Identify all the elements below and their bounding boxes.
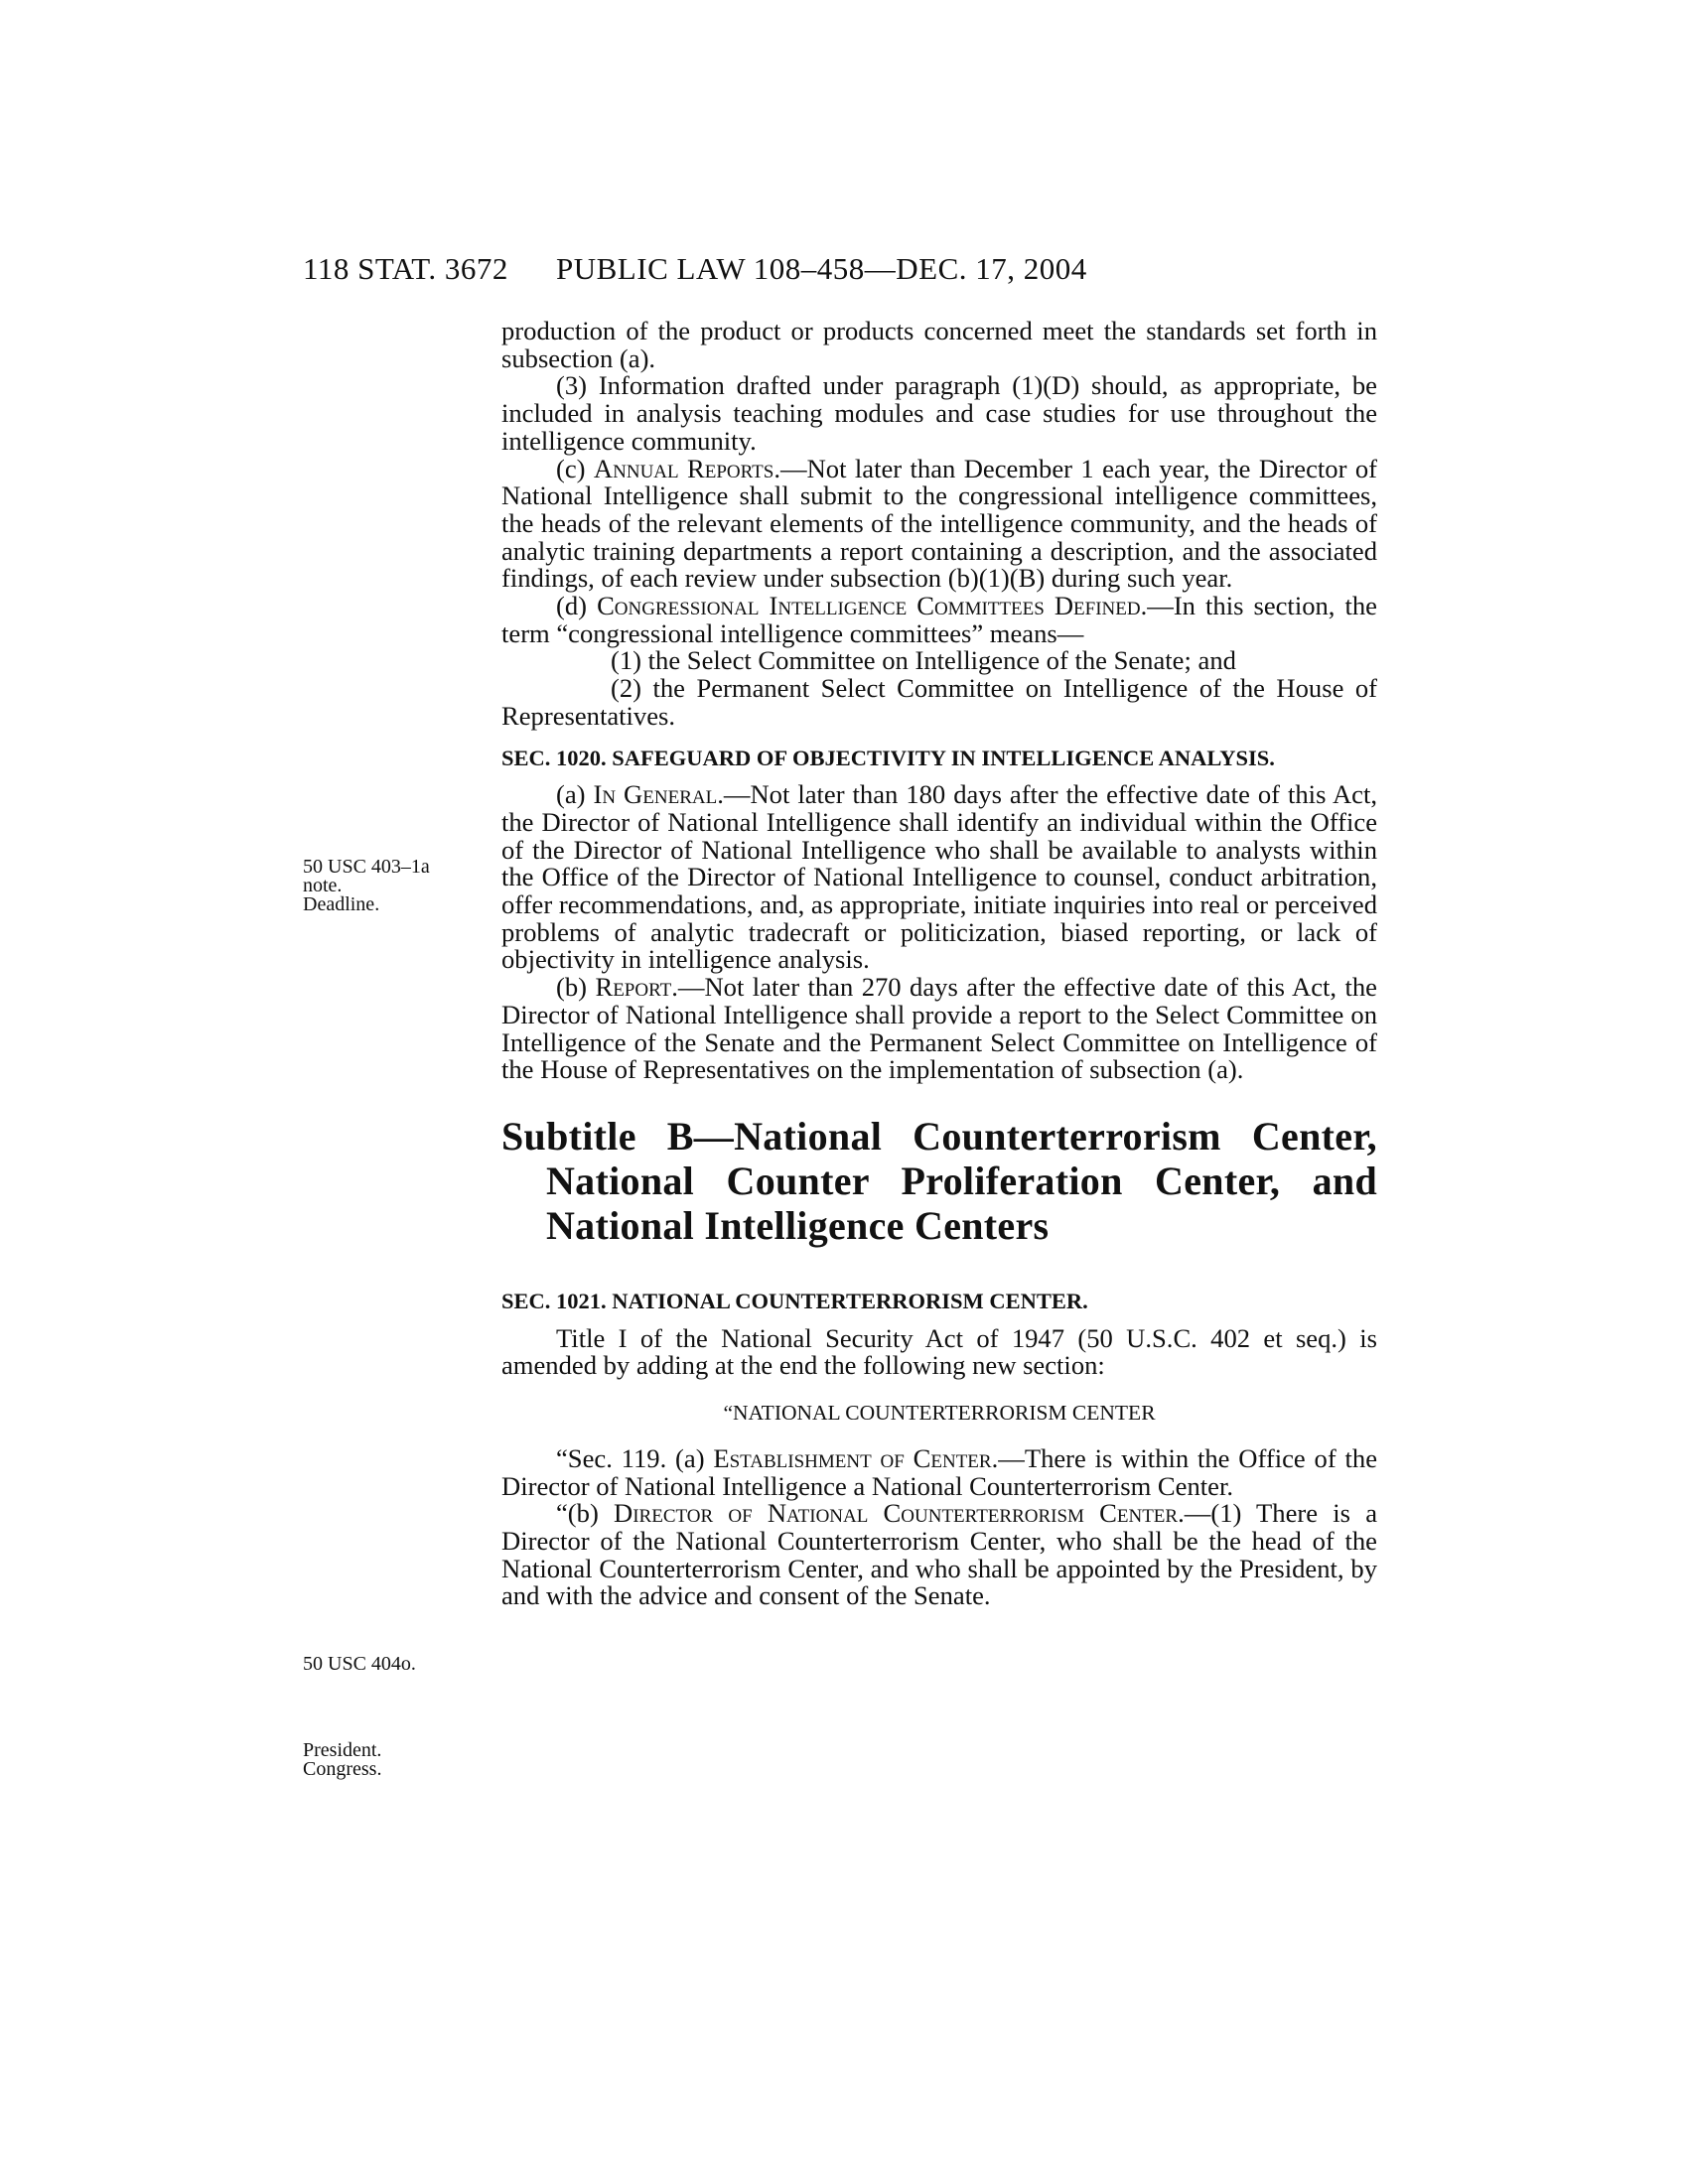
definition-item-2: (2) the Permanent Select Committee on Intelligence of the House of Representatives. [501, 673, 1377, 731]
section-1020-a: (a) In General.—Not later than 180 days after the effective date of this Act, the Director of National Intelligence shall identify an individual within the Office of the Director of National Intelligence who shall be available to analysts within the Office of the Director of National Intelligence to counsel, conduct arbitration, offer recommendations, and, as appropriate, initiate inquiries into real or perceived problems of analytic tradecraft or politicization, biased reporting, or lack of objectivity in intelligence analysis. [501, 779, 1377, 975]
inserted-section-title: “NATIONAL COUNTERTERRORISM CENTER [723, 1401, 1156, 1426]
section-1021-heading: SEC. 1021. NATIONAL COUNTERTERRORISM CENTER. [501, 1288, 1088, 1313]
running-head: PUBLIC LAW 108–458—DEC. 17, 2004 [556, 251, 1087, 286]
stat-citation: 118 STAT. 3672 [303, 251, 508, 286]
subtitle-heading: Subtitle B—National Counterterrorism Center, National Counter Proliferation Center, and National Intelligence Centers [501, 1113, 1377, 1248]
section-119-b: “(b) Director of National Counterterrorism Center.—(1) There is a Director of the National Counterterrorism Center, who shall be the head of the National Counterterrorism Center, and who shall be appointed by the President, by and with the advice and consent of the Senate. [501, 1498, 1377, 1611]
section-1020-b: (b) Report.—Not later than 270 days after the effective date of this Act, the Director of National Intelligence shall provide a report to the Select Committee on Intelligence of the Senate and the Permanent Select Committee on Intelligence of the House of Representatives on the implementation of subsection (a). [501, 972, 1377, 1085]
section-119-a: “Sec. 119. (a) Establishment of Center.—There is within the Office of the Director of National Intelligence a National Counterterrorism Center. [501, 1442, 1378, 1501]
margin-note-usc-404o: 50 USC 404o. [303, 1653, 416, 1675]
paragraph-continued: production of the product or products concerned meet the standards set forth in subsection (a). [501, 316, 1377, 373]
paragraph-3: (3) Information drafted under paragraph (1)(D) should, as appropriate, be included in analysis teaching modules and case studies for use throughout the intelligence community. [501, 370, 1377, 456]
paragraph-c-annual-reports: (c) Annual Reports.—Not later than December 1 each year, the Director of National Intelligence shall submit to the congressional intelligence committees, the heads of the relevant elements of the intelligence community, and the heads of analytic training departments a report containing a description, and the associated findings, of each review under subsection (b)(1)(B) during such year. [501, 453, 1377, 594]
margin-note-president-congress: President. Congress. [303, 1739, 382, 1780]
section-1021-intro: Title I of the National Security Act of 1947 (50 U.S.C. 402 et seq.) is amended by adding at the end the following new section: [501, 1322, 1377, 1381]
definition-item-1: (1) the Select Committee on Intelligence of the Senate; and [611, 645, 1236, 676]
section-1020-heading: SEC. 1020. SAFEGUARD OF OBJECTIVITY IN INTELLIGENCE ANALYSIS. [501, 745, 1275, 770]
paragraph-d-definitions: (d) Congressional Intelligence Committees Defined.—In this section, the term “congressional intelligence committees” means— [501, 591, 1377, 648]
main-text-column [501, 318, 1377, 1610]
margin-note-usc-403: 50 USC 403–1a note. Deadline. [303, 856, 430, 915]
